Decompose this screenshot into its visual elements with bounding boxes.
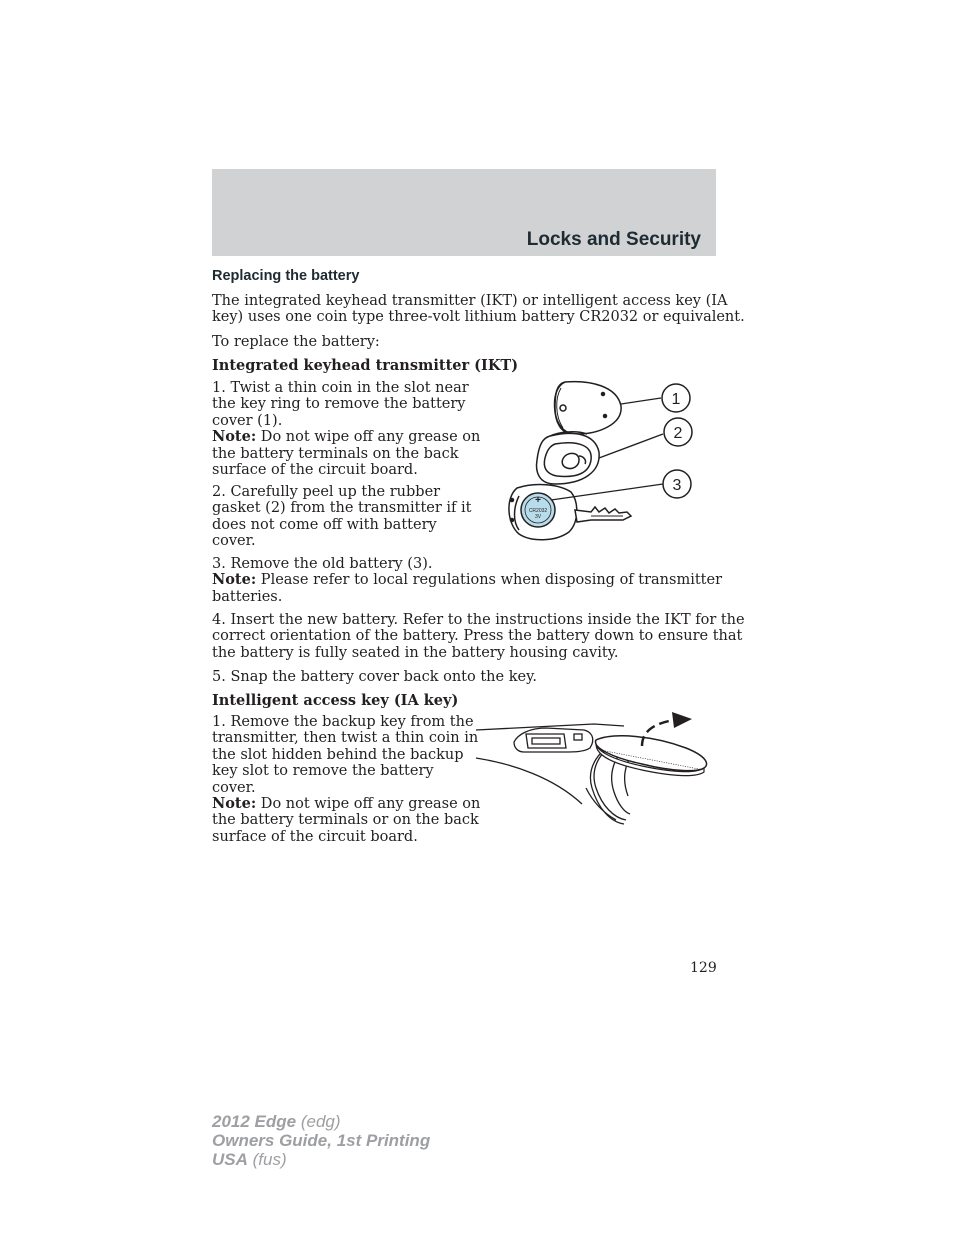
footer-line: Owners Guide, 1st Printing — [212, 1131, 431, 1150]
note-line: the battery terminals on the back — [212, 445, 459, 462]
note-line — [212, 796, 480, 812]
footer-market: USA — [212, 1150, 248, 1169]
callout-2 — [664, 418, 692, 446]
note-line — [212, 572, 722, 588]
step-line: transmitter, then twist a thin coin in — [212, 730, 479, 747]
step-line: does not come off with battery — [212, 516, 437, 533]
step-line: 3. Remove the old battery (3). — [212, 556, 433, 572]
note-label: Note: — [212, 428, 257, 446]
step-line: cover (1). — [212, 412, 283, 429]
step-line: correct orientation of the battery. Press the battery down to ensure that — [212, 628, 743, 645]
step-line: gasket (2) from the transmitter if it — [212, 500, 472, 517]
ikt-step-2 — [212, 484, 472, 550]
step-line: the key ring to remove the battery — [212, 396, 466, 413]
step-line: 2. Carefully peel up the rubber — [212, 484, 441, 500]
note-label: Note: — [212, 795, 257, 813]
page-number: 129 — [690, 960, 717, 976]
step-line: cover. — [212, 533, 256, 550]
footer-line — [212, 1112, 430, 1131]
footer — [212, 1112, 430, 1169]
chapter-title: Locks and Security — [526, 229, 701, 250]
note-line: batteries. — [212, 588, 283, 605]
section-title: Replacing the battery — [212, 268, 360, 284]
footer-line — [212, 1150, 430, 1169]
header-band — [212, 169, 716, 256]
battery-plus-text: + — [535, 495, 541, 506]
key-housing-drawing — [509, 485, 631, 540]
intro-line: The integrated keyhead transmitter (IKT) or intelligent access key (IA — [212, 293, 728, 309]
note-line — [212, 429, 480, 445]
svg-text:2: 2 — [673, 425, 683, 442]
ikt-heading: Integrated keyhead transmitter (IKT) — [212, 357, 519, 374]
intro-paragraph — [212, 293, 745, 326]
step-line: 4. Insert the new battery. Refer to the instructions inside the IKT for the — [212, 612, 745, 628]
svg-text:3: 3 — [672, 477, 682, 494]
note-text: Do not wipe off any grease on — [256, 429, 481, 446]
ikt-step-4 — [212, 612, 745, 661]
ikt-step-5: 5. Snap the battery cover back onto the key. — [212, 669, 537, 685]
note-label: Note: — [212, 571, 257, 589]
step-line: the slot hidden behind the backup — [212, 746, 464, 763]
footer-model-code: (edg) — [296, 1112, 341, 1131]
svg-text:1: 1 — [671, 391, 681, 408]
step-line: key slot to remove the battery — [212, 763, 434, 780]
footer-model: 2012 Edge — [212, 1112, 297, 1131]
ikt-step-1 — [212, 380, 480, 478]
battery-model-text: CR2032 — [528, 508, 548, 514]
rubber-gasket-drawing — [537, 432, 600, 484]
iakey-heading: Intelligent access key (IA key) — [212, 692, 459, 709]
step-line: cover. — [212, 779, 256, 796]
note-line: surface of the circuit board. — [212, 462, 418, 479]
iakey-illustration — [474, 708, 710, 830]
to-replace-text: To replace the battery: — [212, 334, 380, 350]
step-line: 1. Twist a thin coin in the slot near — [212, 380, 469, 396]
footer-market-code: (fus) — [247, 1150, 287, 1169]
battery-cover-drawing — [554, 382, 621, 434]
ikt-battery-illustration — [495, 372, 700, 547]
intro-line: key) uses one coin type three-volt lithium battery CR2032 or equivalent. — [212, 309, 745, 326]
note-text: Do not wipe off any grease on — [256, 796, 481, 813]
iakey-step-1 — [212, 714, 480, 845]
note-text: Please refer to local regulations when disposing of transmitter — [256, 572, 723, 589]
step-line: 1. Remove the backup key from the — [212, 714, 474, 730]
note-line: the battery terminals or on the back — [212, 812, 479, 829]
battery-volt-text: 3V — [534, 514, 542, 520]
callout-3 — [663, 470, 691, 498]
ikt-step-3 — [212, 556, 722, 605]
step-line: the battery is fully seated in the battery housing cavity. — [212, 644, 619, 661]
note-line: surface of the circuit board. — [212, 828, 418, 845]
callout-1 — [662, 384, 690, 412]
